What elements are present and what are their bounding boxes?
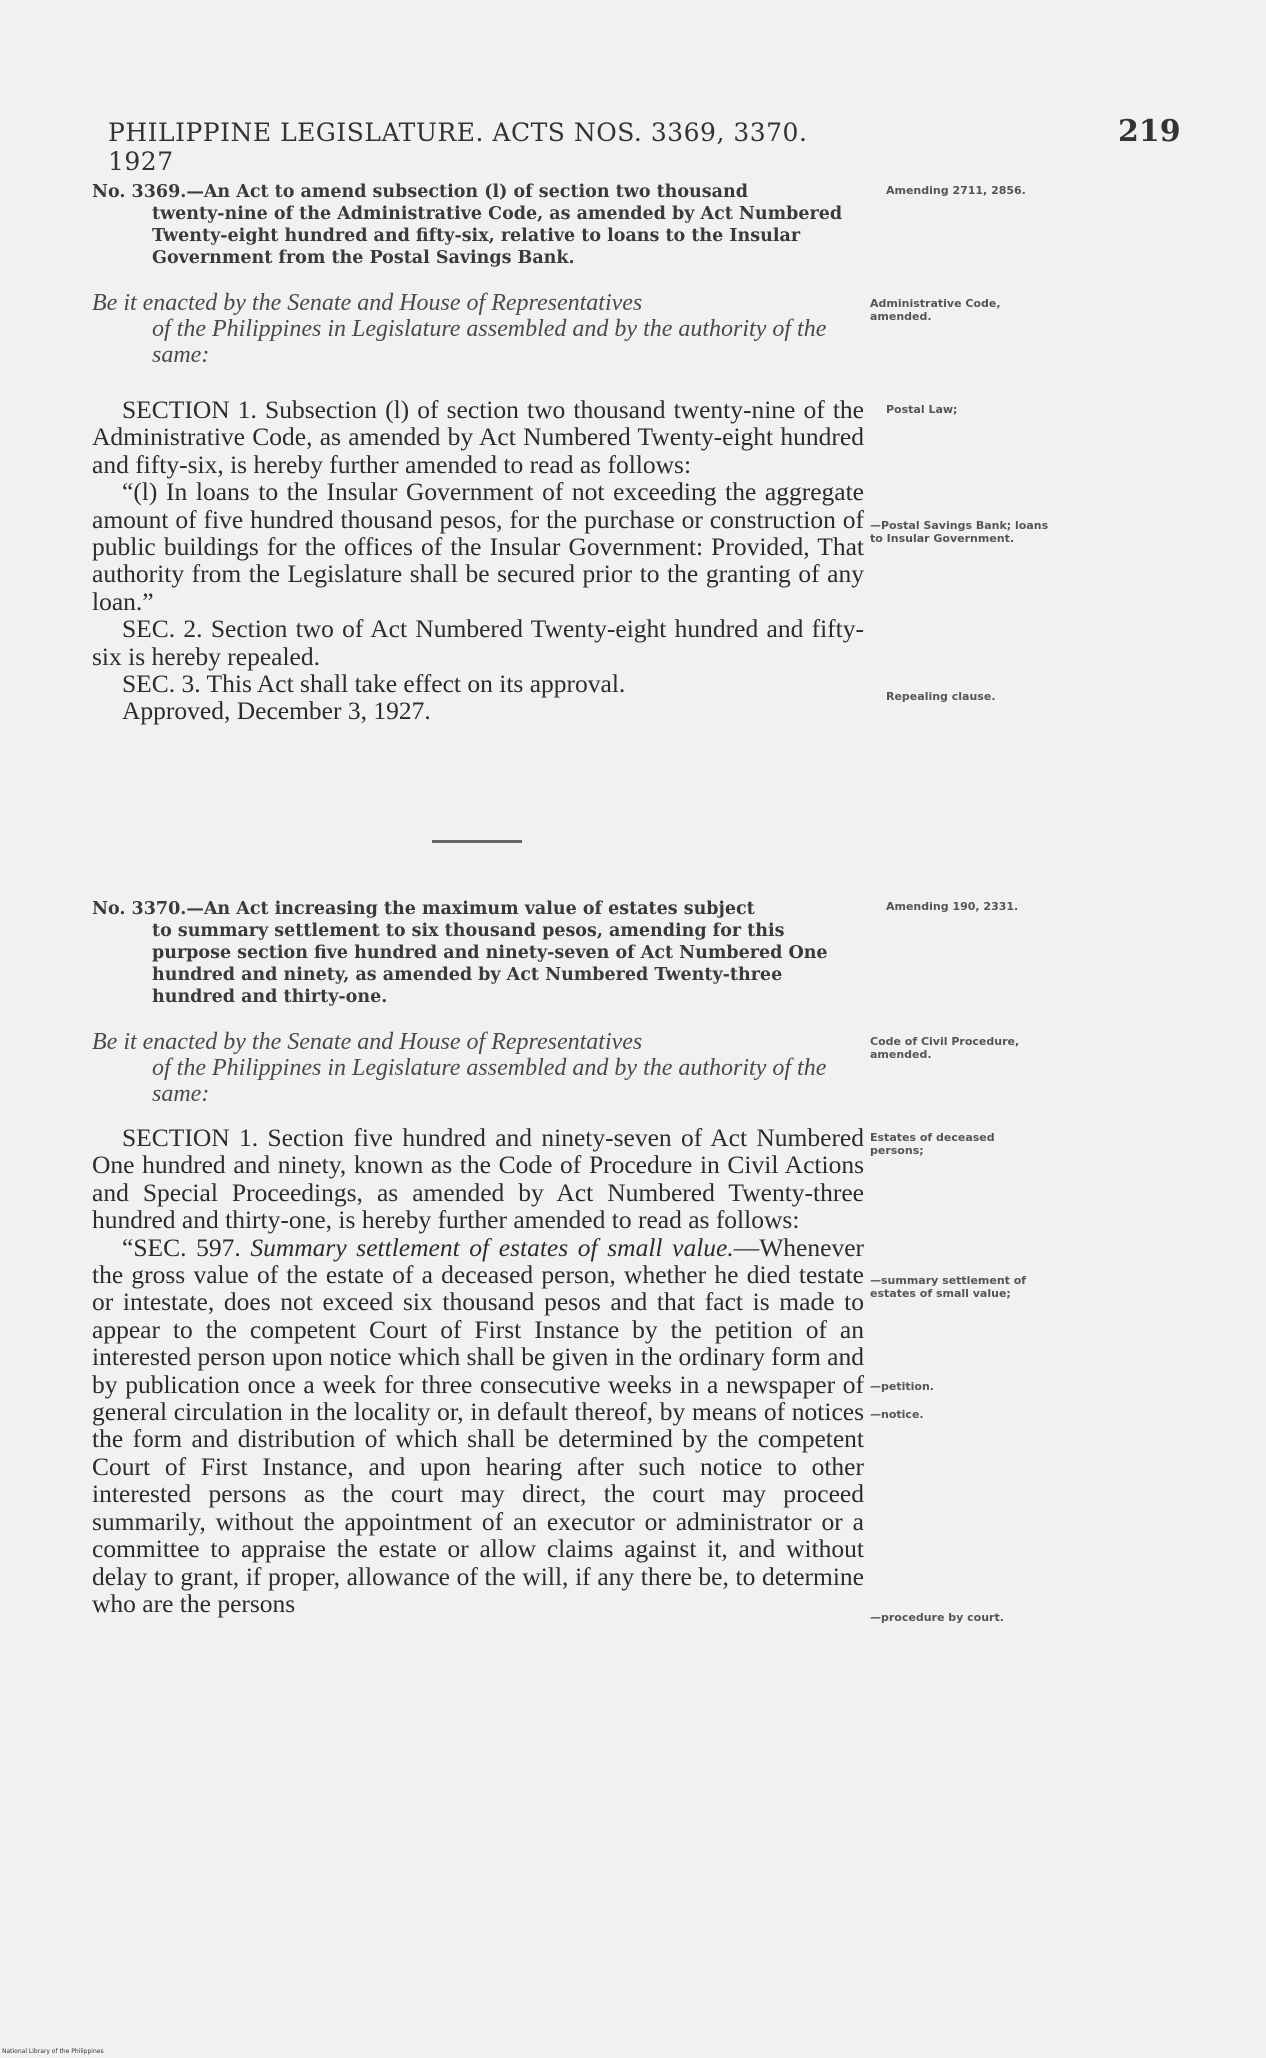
- act-3369-title: [92, 181, 862, 269]
- margin-note-code-civil-procedure: Code of Civil Procedure, amended.: [870, 1035, 1020, 1061]
- act-3369-enact-head: Be it enacted by the Senate and House of Representatives: [92, 290, 643, 316]
- margin-note-repealing-clause: Repealing clause.: [886, 690, 996, 703]
- margin-note-summary-settlement: —summary settlement of estates of small value;: [870, 1274, 1027, 1300]
- act-3370-sec597-heading: Summary settlement of estates of small value.: [250, 1232, 734, 1262]
- act-3369-sec1-label: SECTION 1.: [122, 395, 257, 424]
- act-3370-title-rest: to summary settlement to six thousand pesos, amending for this purpose section five hundred and ninety-seven of Act Numbered One hundred and ninety, as amended by Act Numbered Twenty-three hundred and thirty-one.: [152, 921, 828, 1007]
- act-3370-enact-head: Be it enacted by the Senate and House of Representatives: [92, 1029, 643, 1055]
- margin-note-administrative-code: Administrative Code, amended.: [870, 297, 1001, 323]
- act-3369-title-head: No. 3369.—An Act to amend subsection (l) of section two thousand: [92, 182, 748, 202]
- act-3370-sec1-text: Section five hundred and ninety-seven of Act Numbered One hundred and ninety, known as the Code of Procedure in Civil Actions and Special Proceedings, as amended by Act Numbered Twenty-three hundred and thirty-one, is hereby further amended to read as follows:: [92, 1123, 864, 1235]
- act-3370-enact-rest: of the Philippines in Legislature assembled and by the authority of the same:: [152, 1055, 827, 1107]
- margin-note-petition: —petition.: [870, 1380, 934, 1393]
- act-3370-sec1-label: SECTION 1.: [122, 1123, 259, 1152]
- page-number: 219: [1118, 114, 1181, 149]
- act-3369-sec3: SEC. 3. This Act shall take effect on its approval.: [122, 669, 626, 699]
- margin-note-amending-190-2331: Amending 190, 2331.: [886, 900, 1019, 913]
- margin-note-procedure-by-court: —procedure by court.: [870, 1611, 1004, 1624]
- margin-note-postal-law: Postal Law;: [886, 403, 958, 416]
- section-divider: [432, 840, 522, 843]
- margin-note-notice: —notice.: [870, 1408, 924, 1421]
- act-3370-title: [92, 898, 862, 1008]
- act-3369-title-rest: twenty-nine of the Administrative Code, as amended by Act Numbered Twenty-eight hundred and fifty-six, relative to loans to the Insular Government from the Postal Savings Bank.: [152, 204, 843, 268]
- act-3370-body: [92, 1124, 864, 1617]
- act-3370-sec597-label: “SEC. 597.: [122, 1232, 241, 1262]
- scan-footer: National Library of the Philippines: [2, 2048, 104, 2055]
- margin-note-postal-savings-bank: —Postal Savings Bank; loans to Insular Government.: [870, 519, 1049, 545]
- act-3369-approved: Approved, December 3, 1927.: [122, 696, 431, 726]
- act-3369-enacting-clause: [92, 290, 864, 368]
- margin-note-estates-deceased: Estates of deceased persons;: [870, 1131, 995, 1157]
- margin-note-amending-2711-2856: Amending 2711, 2856.: [886, 184, 1026, 197]
- act-3369-sec2: SEC. 2. Section two of Act Numbered Twenty-eight hundred and fifty-six is hereby repealed.: [92, 614, 864, 671]
- act-3369-body: [92, 396, 864, 725]
- running-header: PHILIPPINE LEGISLATURE. ACTS NOS. 3369, 3370. 1927: [108, 118, 808, 176]
- act-3370-sec597-text: —Whenever the gross value of the estate of a deceased person, whether he died testate or intestate, does not exceed six thousand pesos and that fact is made to appear to the competent Court of First Instance by the petition of an interested person upon notice which shall be given in the ordinary form and by publication once a week for three consecutive weeks in a newspaper of general circulation in the locality or, in default thereof, by means of notices the form and distribution of which shall be determined by the competent Court of First Instance, and upon hearing after such notice to other interested persons as the court may direct, the court may proceed summarily, without the appointment of an executor or administrator or a committee to appraise the estate or allow claims against it, and without delay to grant, if proper, allowance of the will, if any there be, to determine who are the persons: [92, 1232, 864, 1618]
- act-3370-title-head: No. 3370.—An Act increasing the maximum value of estates subject: [92, 899, 755, 919]
- act-3369-quoted-subsection: “(l) In loans to the Insular Government of not exceeding the aggregate amount of five hundred thousand pesos, for the purchase or construction of public buildings for the offices of the Insular Government: Provided, That authority from the Legislature shall be secured prior to the granting of any loan.”: [92, 477, 864, 616]
- act-3369-sec1-text: Subsection (l) of section two thousand twenty-nine of the Administrative Code, as amended by Act Numbered Twenty-eight hundred and fifty-six, is hereby further amended to read as follows:: [92, 395, 865, 479]
- act-3370-enacting-clause: [92, 1029, 864, 1107]
- act-3369-enact-rest: of the Philippines in Legislature assembled and by the authority of the same:: [152, 316, 827, 368]
